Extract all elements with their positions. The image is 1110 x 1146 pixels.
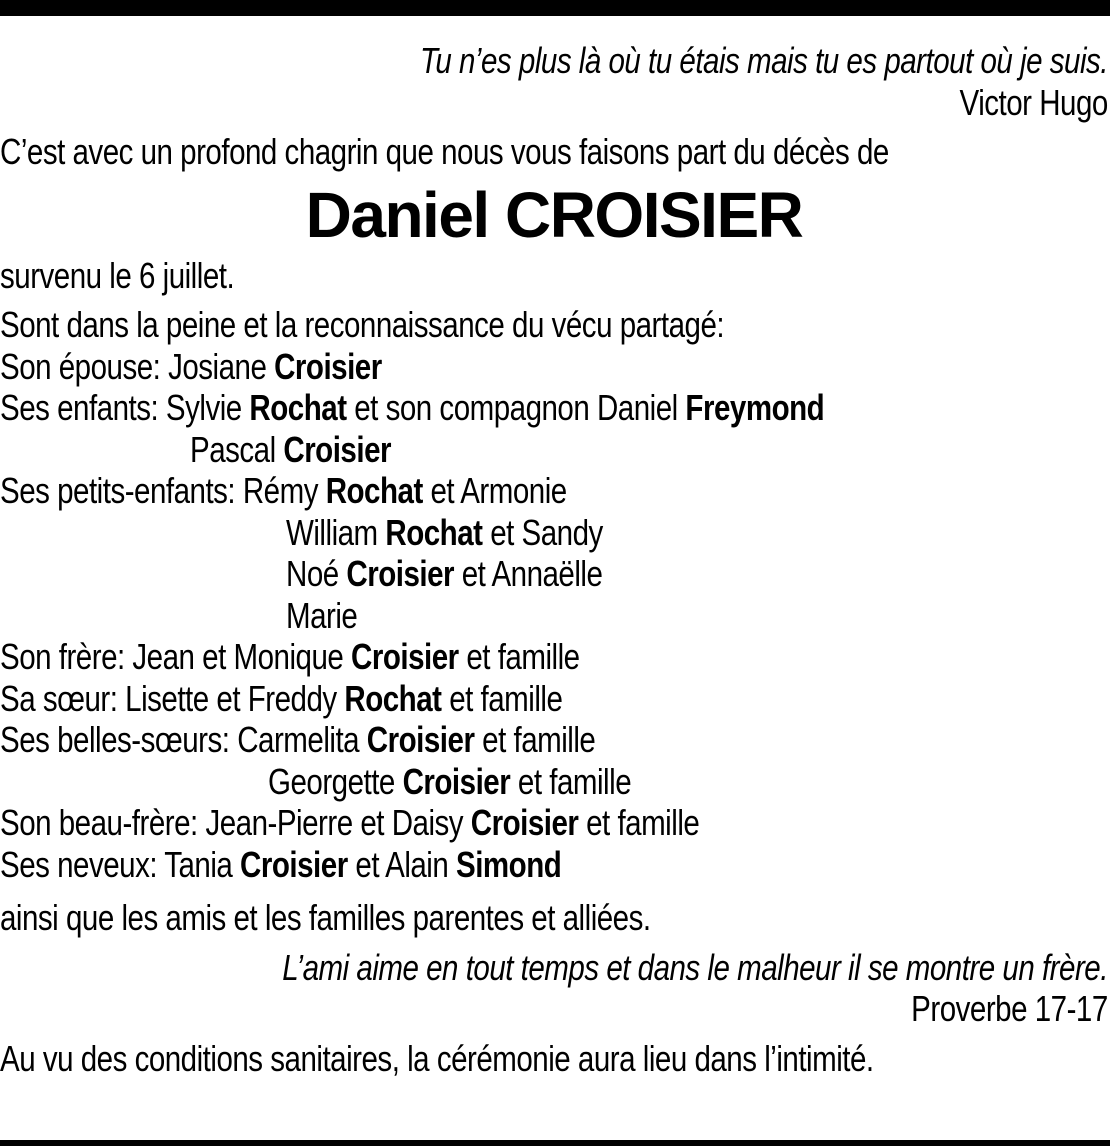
obituary-notice xyxy=(0,40,1108,1079)
deceased-name: Daniel CROISIER xyxy=(305,178,803,251)
closing-quote-source: Proverbe 17-17 xyxy=(911,988,1108,1029)
family-brother-in-law: Son beau-frère: Jean-Pierre et Daisy Croisier et famille xyxy=(0,802,700,843)
epigraph-author: Victor Hugo xyxy=(959,81,1108,123)
intro-text: C’est avec un profond chagrin que nous vous faisons part du décès de xyxy=(0,131,889,172)
family-children-1: Ses enfants: Sylvie Rochat et son compagnon Daniel Freymond xyxy=(0,387,825,428)
top-rule xyxy=(0,0,1110,16)
family-spouse: Son épouse: Josiane Croisier xyxy=(0,345,382,387)
family-grandchildren-2: William Rochat et Sandy xyxy=(286,511,603,553)
family-grandchildren-1: Ses petits-enfants: Rémy Rochat et Armonie xyxy=(0,470,567,511)
family-sisters-in-law-1: Ses belles-sœurs: Carmelita Croisier et famille xyxy=(0,719,596,760)
ceremony-note: Au vu des conditions sanitaires, la cérémonie aura lieu dans l’intimité. xyxy=(0,1037,874,1079)
closing-quote: L’ami aime en tout temps et dans le malheur il se montre un frère. xyxy=(282,946,1108,988)
family-sisters-in-law-2: Georgette Croisier et famille xyxy=(268,760,632,802)
mourners-intro: Sont dans la peine et la reconnaissance du vécu partagé: xyxy=(0,304,725,345)
epigraph-quote: Tu n’es plus là où tu étais mais tu es partout où je suis. xyxy=(420,40,1108,81)
family-sister: Sa sœur: Lisette et Freddy Rochat et famille xyxy=(0,677,563,719)
family-grandchildren-4: Marie xyxy=(286,594,358,636)
bottom-rule xyxy=(0,1140,1110,1146)
family-nephews: Ses neveux: Tania Croisier et Alain Simond xyxy=(0,843,562,885)
family-grandchildren-3: Noé Croisier et Annaëlle xyxy=(286,553,603,594)
family-brother: Son frère: Jean et Monique Croisier et famille xyxy=(0,636,580,677)
date-line: survenu le 6 juillet. xyxy=(0,254,235,296)
closing-line: ainsi que les amis et les familles parentes et alliées. xyxy=(0,897,651,938)
family-children-2: Pascal Croisier xyxy=(190,428,392,470)
